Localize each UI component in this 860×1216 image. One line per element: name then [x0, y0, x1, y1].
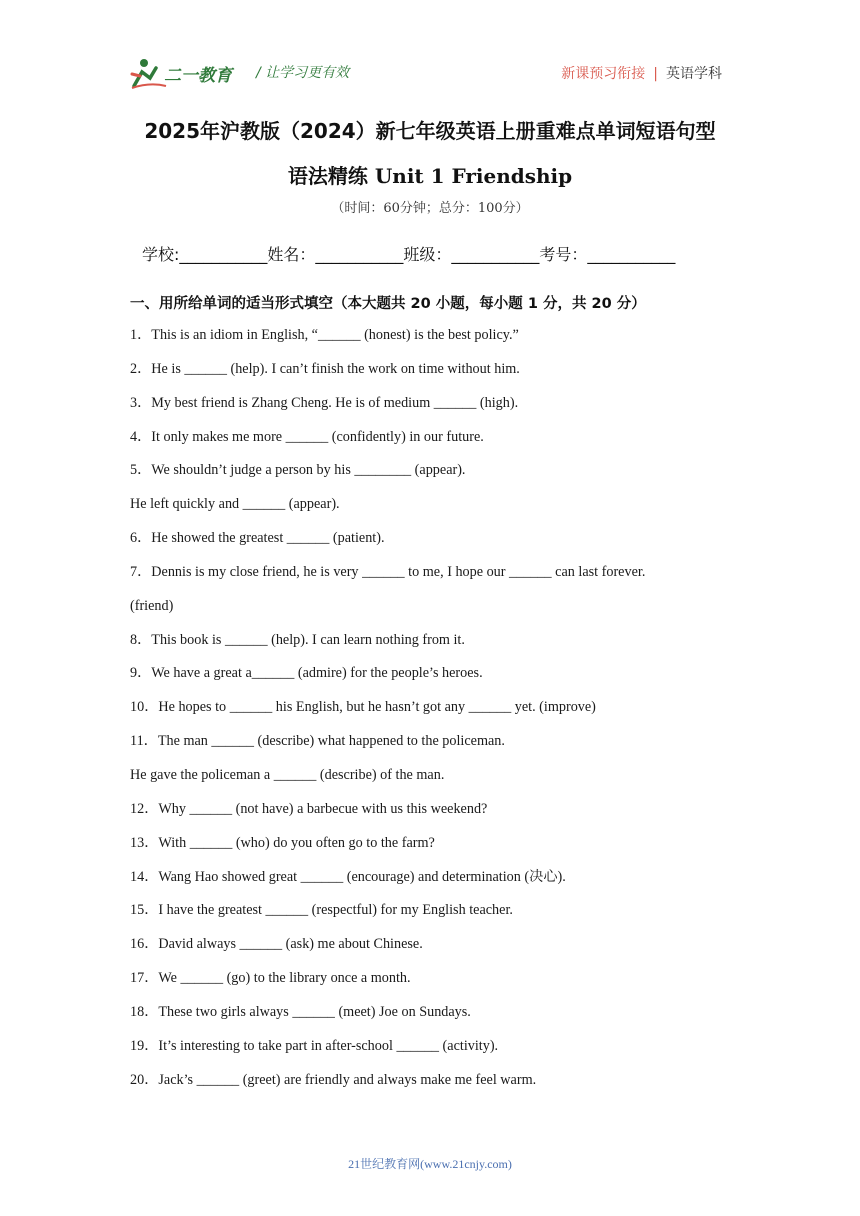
question-line: 17．We ______ (go) to the library once a month. [130, 970, 411, 987]
document-title: 2025年沪教版（2024）新七年级英语上册重难点单词短语句型 [144, 119, 716, 143]
page-header [130, 52, 730, 92]
time-info: （时间：60分钟；总分：100分） [331, 201, 529, 216]
question-line: 5．We shouldn’t judge a person by his ________ (appear). [130, 462, 466, 479]
question-line: 15．I have the greatest ______ (respectful) for my English teacher. [130, 902, 513, 919]
logo-text: 二一教育 [164, 66, 232, 86]
section-title: 一、用所给单词的适当形式填空（本大题共 20 小题，每小题 1 分，共 20 分） [130, 296, 646, 312]
question-line: 10．He hopes to ______ his English, but he hasn’t got any ______ yet. (improve) [130, 699, 596, 716]
question-line: 2．He is ______ (help). I can’t finish the work on time without him. [130, 360, 520, 377]
question-line: 14．Wang Hao showed great ______ (encourage) and determination (决心). [130, 868, 566, 885]
header-tags [561, 63, 722, 83]
logo [130, 56, 242, 90]
question-line: 19．It’s interesting to take part in after-school ______ (activity). [130, 1037, 499, 1054]
question-line: 20．Jack’s ______ (greet) are friendly and always make me feel warm. [130, 1071, 537, 1088]
course-tag: 新课预习衔接 [561, 66, 646, 82]
slogan: / 让学习更有效 [256, 65, 350, 81]
question-line: 7．Dennis is my close friend, he is very ______ to me, I hope our ______ can last forever. [130, 563, 646, 580]
question-line: 12．Why ______ (not have) a barbecue with us this weekend? [130, 800, 488, 817]
document-subtitle: 语法精练 Unit 1 Friendship [287, 164, 573, 188]
question-line: 1．This is an idiom in English, “______ (honest) is the best policy.” [130, 327, 519, 343]
subject-tag: 英语学科 [666, 66, 722, 82]
page-footer: 21世纪教育网(www.21cnjy.com) [348, 1157, 512, 1171]
question-line: 8．This book is ______ (help). I can learn nothing from it. [130, 631, 465, 648]
question-line: He left quickly and ______ (appear). [130, 496, 340, 513]
question-line: He gave the policeman a ______ (describe) of the man. [130, 766, 445, 783]
question-line: 4．It only makes me more ______ (confidently) in our future. [130, 428, 484, 445]
question-list [130, 325, 740, 1103]
student-info-line: 学校:___________姓名：___________班级：___________考号：___________ [142, 245, 676, 264]
question-line: 3．My best friend is Zhang Cheng. He is of medium ______ (high). [130, 394, 519, 411]
question-line: 13．With ______ (who) do you often go to the farm? [130, 834, 435, 851]
question-line: 6．He showed the greatest ______ (patient). [130, 530, 385, 547]
question-line: 18．These two girls always ______ (meet) Joe on Sundays. [130, 1003, 471, 1020]
header-separator: | [653, 66, 658, 82]
question-line: 11．The man ______ (describe) what happened to the policeman. [130, 733, 505, 750]
question-line: (friend) [130, 597, 174, 614]
question-line: 16．David always ______ (ask) me about Chinese. [130, 936, 423, 953]
question-line: 9．We have a great a______ (admire) for the people’s heroes. [130, 665, 483, 682]
